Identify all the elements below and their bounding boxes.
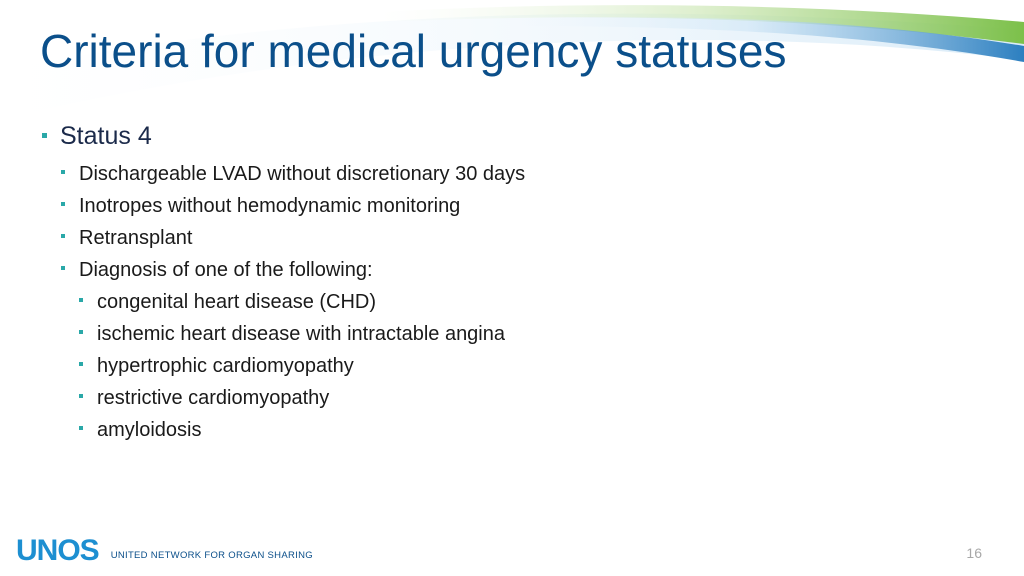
bullet-text: congenital heart disease (CHD) (97, 291, 377, 313)
slide-title: Criteria for medical urgency statuses (40, 25, 787, 77)
bullet-text: Status 4 (60, 122, 152, 150)
bullet-text: Retransplant (79, 227, 193, 249)
bullet-text: ischemic heart disease with intractable angina (97, 323, 505, 345)
bullet-text: Dischargeable LVAD without discretionary 30 days (79, 163, 526, 185)
bullet-marker-icon (79, 362, 83, 366)
bullet-text: amyloidosis (97, 419, 202, 441)
bullet-level3 (97, 291, 376, 314)
bullet-text: Diagnosis of one of the following: (79, 259, 373, 281)
bullet-level3 (97, 355, 354, 378)
bullet-level2 (79, 259, 373, 282)
bullet-marker-icon (61, 202, 65, 206)
bullet-marker-icon (79, 426, 83, 430)
bullet-level2 (79, 227, 192, 250)
bullet-text: hypertrophic cardiomyopathy (97, 355, 354, 377)
bullet-marker-icon (42, 133, 47, 138)
bullet-marker-icon (61, 266, 65, 270)
bullet-level3 (97, 323, 505, 346)
page-number: 16 (966, 545, 982, 561)
unos-logo (16, 534, 313, 568)
bullet-text: restrictive cardiomyopathy (97, 387, 330, 409)
bullet-level3 (97, 387, 329, 410)
bullet-marker-icon (79, 330, 83, 334)
bullet-text: Inotropes without hemodynamic monitoring (79, 195, 461, 217)
bullet-level3 (97, 419, 201, 442)
logo-mark: UNOS (16, 534, 99, 567)
bullet-marker-icon (79, 394, 83, 398)
bullet-level2 (79, 163, 525, 186)
bullet-marker-icon (61, 234, 65, 238)
bullet-marker-icon (61, 170, 65, 174)
bullet-marker-icon (79, 298, 83, 302)
bullet-level1 (60, 122, 152, 151)
logo-text: UNITED NETWORK FOR ORGAN SHARING (110, 549, 313, 561)
bullet-level2 (79, 195, 460, 218)
